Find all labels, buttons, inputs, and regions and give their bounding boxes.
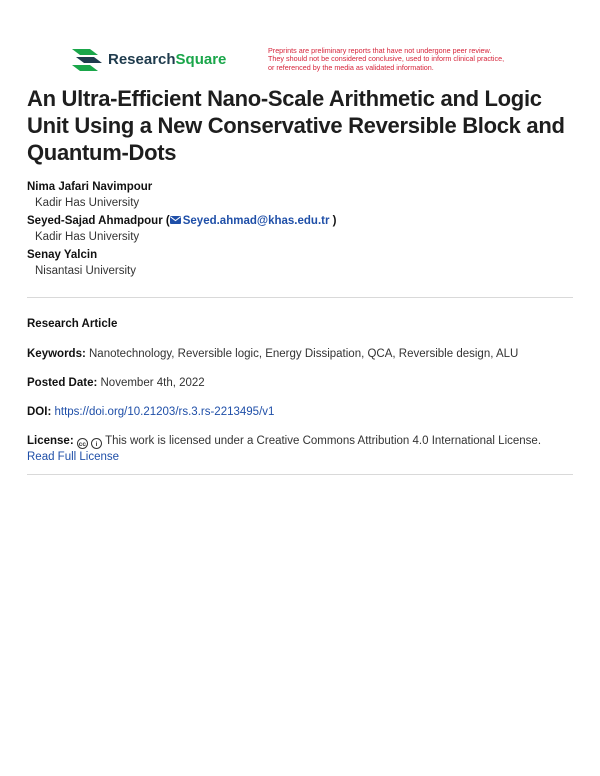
author-list [27, 179, 575, 281]
divider-top [27, 297, 573, 298]
paper-title: An Ultra-Efficient Nano-Scale Arithmetic and Logic Unit Using a New Conservative Reversible Block and Quantum-Dots [27, 86, 565, 165]
logo-text [108, 51, 226, 68]
author-name-line [27, 213, 575, 229]
posted-date-row [27, 375, 575, 391]
author-entry [27, 213, 575, 245]
author-affiliation: Kadir Has University [35, 231, 140, 243]
cc-icon: cc [77, 438, 88, 449]
author-email-link[interactable]: Seyed.ahmad@khas.edu.tr [182, 215, 330, 227]
author-name: Seyed-Sajad Ahmadpour [27, 215, 163, 227]
doi-row [27, 404, 575, 420]
posted-date-value: November 4th, 2022 [100, 377, 205, 389]
doi-link[interactable]: https://doi.org/10.21203/rs.3.rs-2213495/v1 [54, 406, 275, 418]
article-type-label: Research Article [27, 318, 118, 330]
close-paren: ) [329, 215, 337, 227]
author-name: Senay Yalcin [27, 249, 98, 261]
preprint-notice: Preprints are preliminary reports that have not undergone peer review. They should not be considered conclusive, used to inform clinical practice, or referenced by the media as validated information. [268, 46, 505, 72]
license-label: License: [27, 435, 74, 447]
keywords-label: Keywords: [27, 348, 86, 360]
research-square-logo[interactable] [72, 46, 226, 72]
author-entry [27, 247, 575, 279]
posted-date-label: Posted Date: [27, 377, 98, 389]
license-row [27, 433, 575, 465]
divider-bottom [27, 474, 573, 475]
logo-brand: Research [108, 50, 176, 68]
author-affiliation: Kadir Has University [35, 197, 140, 209]
author-affiliation: Nisantasi University [35, 265, 136, 277]
logo-mark-icon [72, 46, 102, 72]
author-name: Nima Jafari Navimpour [27, 181, 153, 193]
envelope-icon [170, 216, 181, 224]
logo-accent: Square [175, 50, 227, 68]
read-full-license-link[interactable]: Read Full License [27, 451, 120, 463]
doi-label: DOI: [27, 406, 52, 418]
header [72, 46, 552, 78]
license-line [27, 433, 575, 449]
by-icon: i [91, 438, 102, 449]
keywords-value: Nanotechnology, Reversible logic, Energy Dissipation, QCA, Reversible design, ALU [89, 348, 519, 360]
author-entry [27, 179, 575, 211]
open-paren: ( [165, 215, 170, 227]
keywords-row [27, 346, 575, 362]
license-text: This work is licensed under a Creative Commons Attribution 4.0 International License. [105, 435, 542, 447]
article-type [27, 316, 575, 332]
